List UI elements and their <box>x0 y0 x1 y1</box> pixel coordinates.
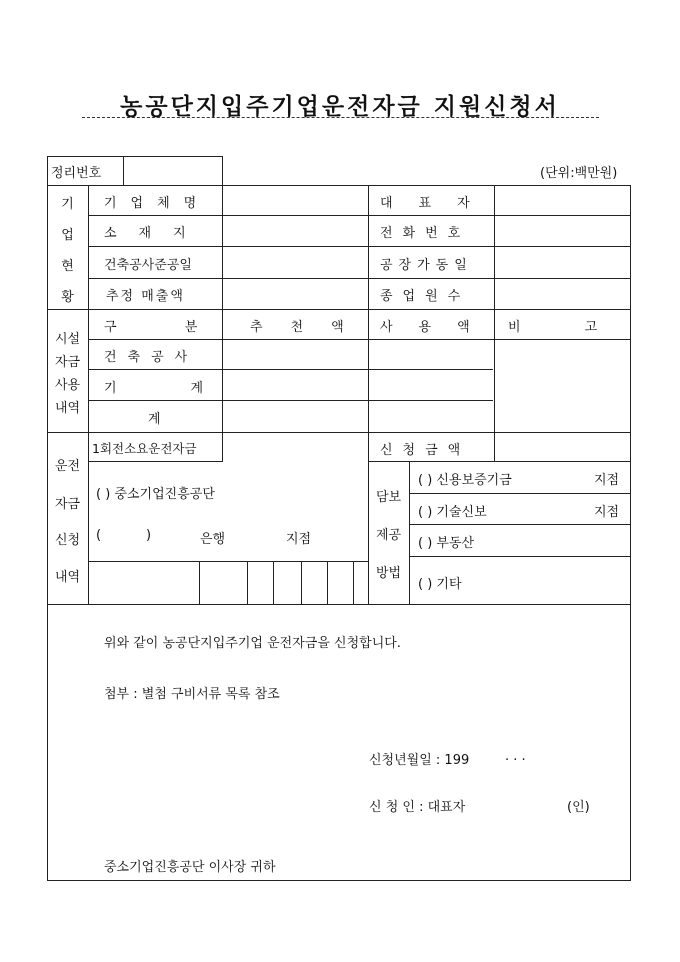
facility-section-label-3: 사용 <box>54 378 81 393</box>
remarks-header: 비 고 <box>508 320 598 335</box>
operating-section-label-4: 내역 <box>54 570 81 585</box>
facility-section-label-1: 시설 <box>54 332 81 347</box>
title-underline <box>82 117 599 118</box>
seal-mark: (인) <box>567 800 590 815</box>
company-section-label-3: 현 <box>61 259 74 274</box>
phone-number-label: 전화번호 <box>380 226 471 241</box>
estimated-sales-label: 추정 매출액 <box>106 289 185 304</box>
representative-label: 대표자 <box>380 196 496 211</box>
collateral-option-tech-guarantee-branch: 지점 <box>594 505 620 520</box>
collateral-option-credit-guarantee: ( ) 신용보증기금 <box>418 473 512 488</box>
collateral-label-3: 방법 <box>375 566 402 581</box>
bank-open-paren: ( <box>96 528 102 543</box>
operating-section-label-2: 자금 <box>54 497 81 512</box>
construction-row-label: 건축공사 <box>104 350 199 365</box>
requested-amount-label: 신청금액 <box>380 443 471 458</box>
collateral-label-1: 담보 <box>375 490 402 505</box>
unit-label: (단위:백만원) <box>540 166 618 181</box>
collateral-option-real-estate: ( ) 부동산 <box>418 536 475 551</box>
operating-section-label-1: 운전 <box>54 459 81 474</box>
factory-start-label: 공장가동일 <box>380 258 473 273</box>
category-header: 구 분 <box>104 320 198 335</box>
applicant-label: 신 청 인 : 대표자 <box>369 800 466 815</box>
company-section-label-4: 황 <box>61 290 74 305</box>
company-name-label: 기업체명 <box>104 196 211 211</box>
recipient-line: 중소기업진흥공단 이사장 귀하 <box>104 860 276 875</box>
operating-section-label-3: 신청 <box>54 533 81 548</box>
machinery-row-label: 기계 <box>104 381 278 396</box>
collateral-option-other: ( ) 기타 <box>418 577 462 592</box>
facility-section-label-4: 내역 <box>54 401 81 416</box>
company-section-label-1: 기 <box>61 197 74 212</box>
total-row-label: 계 <box>148 412 161 427</box>
bank-close-paren: ) <box>146 528 152 543</box>
per-round-requirement-label: 1회전소요운전자금 <box>92 441 197 456</box>
company-section-label-2: 업 <box>61 228 74 243</box>
application-statement: 위와 같이 농공단지입주기업 운전자금을 신청합니다. <box>104 636 401 651</box>
used-header: 사용액 <box>380 320 496 335</box>
recommended-header: 추천액 <box>250 320 372 335</box>
facility-section-label-2: 자금 <box>54 355 81 370</box>
application-date-dots: . . . <box>505 749 526 764</box>
application-date-label: 신청년월일 : 199 <box>369 753 470 768</box>
collateral-label-2: 제공 <box>375 528 402 543</box>
page-title: 농공단지입주기업운전자금 지원신청서 <box>120 93 560 120</box>
collateral-option-tech-guarantee: ( ) 기술신보 <box>418 505 487 520</box>
serial-number-label: 정리번호 <box>51 166 102 181</box>
construction-date-label: 건축공사준공일 <box>104 258 192 273</box>
sbc-branch-option: ( ) 중소기업진흥공단 <box>96 487 215 502</box>
collateral-option-credit-guarantee-branch: 지점 <box>594 473 620 488</box>
location-label: 소재지 <box>104 226 208 241</box>
employees-label: 종업원수 <box>380 289 471 304</box>
bank-branch-label: 지점 <box>286 532 312 547</box>
bank-label: 은행 <box>200 532 226 547</box>
attachment-note: 첨부 : 별첨 구비서류 목록 참조 <box>104 687 280 702</box>
